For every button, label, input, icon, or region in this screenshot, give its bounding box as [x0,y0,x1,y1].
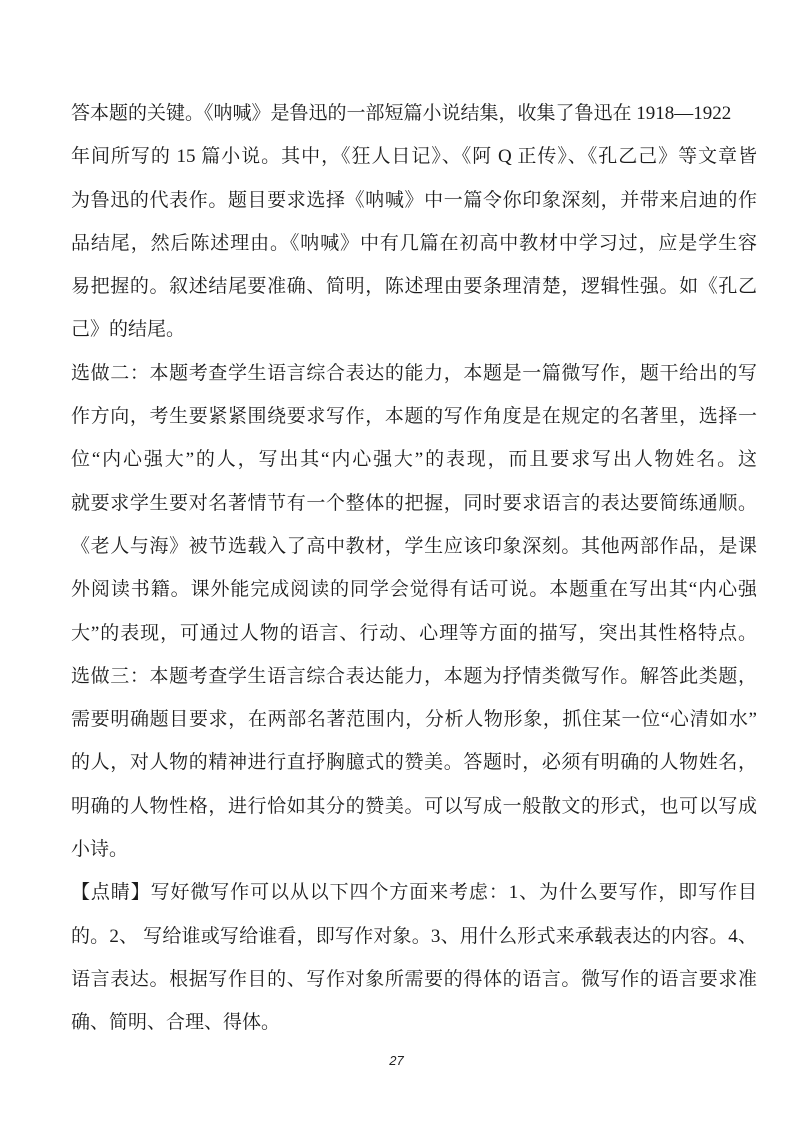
text-line: 【点睛】写好微写作可以从以下四个方面来考虑：1、为什么要写作，即写作目 [71,882,757,904]
text-line: 的。2、 写给谁或写给谁看，即写作对象。3、用什么形式来承载表达的内容。4、 [71,925,757,947]
text-line: 己》的结尾。 [71,319,186,341]
answer-text-block [71,92,757,1045]
text-line: 语言表达。根据写作目的、写作对象所需要的得体的语言。微写作的语言要求准 [71,968,757,990]
text-line: 就要求学生要对名著情节有一个整体的把握，同时要求语言的表达要简练通顺。 [71,492,757,514]
text-line: 年间所写的 15 篇小说。其中，《狂人日记》、《阿 Q 正传》、《孔乙己》等文章皆 [71,146,757,168]
page-footer [0,1052,793,1070]
text-line: 为鲁迅的代表作。题目要求选择《呐喊》中一篇令你印象深刻，并带来启迪的作 [71,189,757,211]
text-line: 确、简明、合理、得体。 [71,1012,281,1034]
text-line: 位“内心强大”的人，写出其“内心强大”的表现，而且要求写出人物姓名。这 [71,449,757,471]
text-line: 需要明确题目要求，在两部名著范围内，分析人物形象，抓住某一位“心清如水” [71,709,757,731]
text-line: 答本题的关键。《呐喊》是鲁迅的一部短篇小说结集，收集了鲁迅在 1918—1922 [71,103,732,124]
text-line: 明确的人物性格，进行恰如其分的赞美。可以写成一般散文的形式，也可以写成 [71,795,757,817]
text-line: 大”的表现，可通过人物的语言、行动、心理等方面的描写，突出其性格特点。 [71,622,757,644]
text-line: 小诗。 [71,839,129,861]
text-line: 《老人与海》被节选载入了高中教材，学生应该印象深刻。其他两部作品，是课 [71,535,757,557]
text-line: 易把握的。叙述结尾要准确、简明，陈述理由要条理清楚，逻辑性强。如《孔乙 [71,276,757,298]
page-number: 27 [389,1053,404,1068]
text-line: 品结尾，然后陈述理由。《呐喊》中有几篇在初高中教材中学习过，应是学生容 [71,232,757,254]
text-line: 选做三：本题考查学生语言综合表达能力，本题为抒情类微写作。解答此类题， [71,665,757,687]
text-line: 选做二：本题考查学生语言综合表达的能力，本题是一篇微写作，题干给出的写 [71,362,757,384]
text-line: 作方向，考生要紧紧围绕要求写作，本题的写作角度是在规定的名著里，选择一 [71,406,757,428]
text-line: 的人，对人物的精神进行直抒胸臆式的赞美。答题时，必须有明确的人物姓名， [71,752,757,774]
text-line: 外阅读书籍。课外能完成阅读的同学会觉得有话可说。本题重在写出其“内心强 [71,579,757,601]
